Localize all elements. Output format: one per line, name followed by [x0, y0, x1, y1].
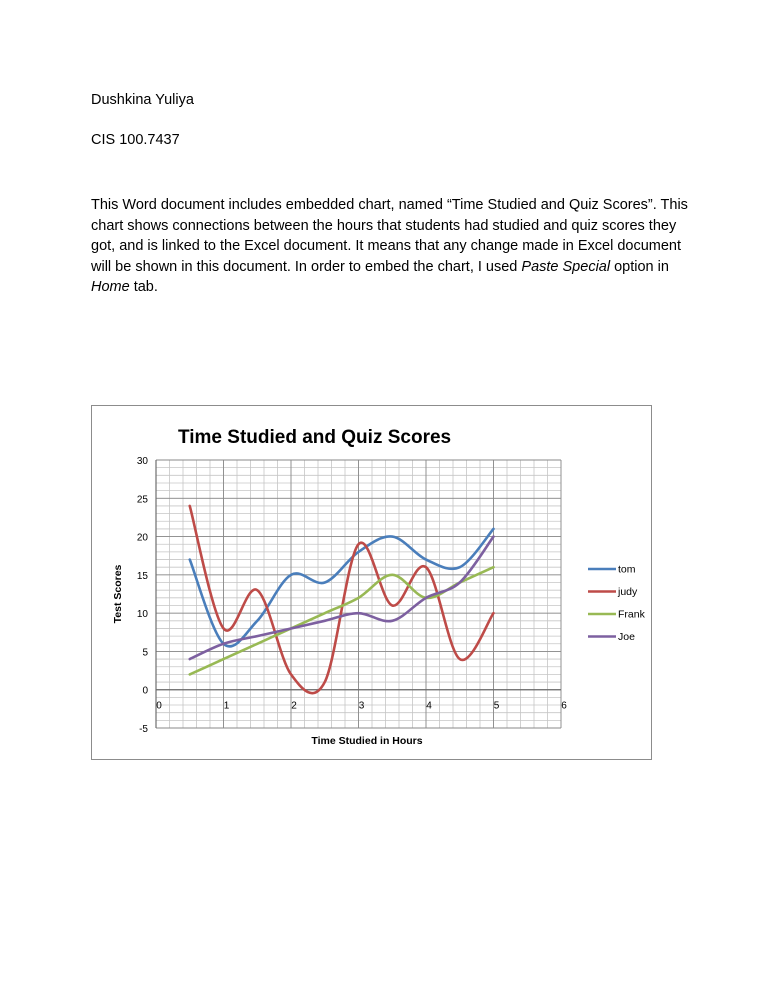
y-tick-label: 15	[136, 570, 148, 582]
y-axis-title: Test Scores	[112, 564, 124, 624]
body-paragraph	[91, 195, 691, 298]
y-tick-label: -5	[139, 724, 148, 735]
paragraph-text-1: This Word document includes embedded chart, named “Time Studied and Quiz Scores”. This chart shows connections between the hours that students had studied and quiz scores they got, and is linked to the Excel document. It means that any change made in Excel document will be shown in this document. In order to embed the chart, I used	[91, 197, 688, 275]
series-line-judy	[190, 506, 494, 693]
paragraph-text-2: option in	[610, 258, 669, 275]
x-tick-label: 2	[291, 700, 297, 712]
x-tick-label: 0	[156, 700, 162, 712]
embedded-chart[interactable]	[91, 405, 652, 760]
y-tick-label: 30	[136, 456, 148, 467]
legend-label-tom: tom	[618, 563, 636, 576]
y-tick-label: 0	[142, 685, 148, 697]
x-tick-label: 1	[223, 700, 230, 712]
paragraph-emphasis-paste-special: Paste Special	[521, 258, 611, 275]
y-tick-label: 10	[136, 609, 148, 621]
legend-label-joe: Joe	[618, 631, 635, 643]
paragraph-emphasis-home: Home	[91, 279, 130, 295]
y-tick-label: 25	[136, 494, 148, 506]
chart-canvas	[92, 406, 651, 759]
legend-label-frank: Frank	[618, 608, 645, 621]
x-tick-label: 6	[561, 700, 567, 712]
y-tick-label: 5	[142, 647, 148, 659]
paragraph-text-3: tab.	[129, 279, 158, 295]
y-tick-label: 20	[136, 532, 148, 544]
chart-title: Time Studied and Quiz Scores	[178, 427, 452, 448]
course-code: CIS 100.7437	[91, 132, 180, 148]
legend-label-judy: judy	[618, 586, 638, 598]
x-tick-label: 5	[493, 700, 500, 712]
x-tick-label: 4	[426, 700, 432, 712]
author-name: Dushkina Yuliya	[91, 92, 194, 108]
x-axis-title: Time Studied in Hours	[311, 735, 423, 747]
x-tick-label: 3	[358, 700, 365, 712]
